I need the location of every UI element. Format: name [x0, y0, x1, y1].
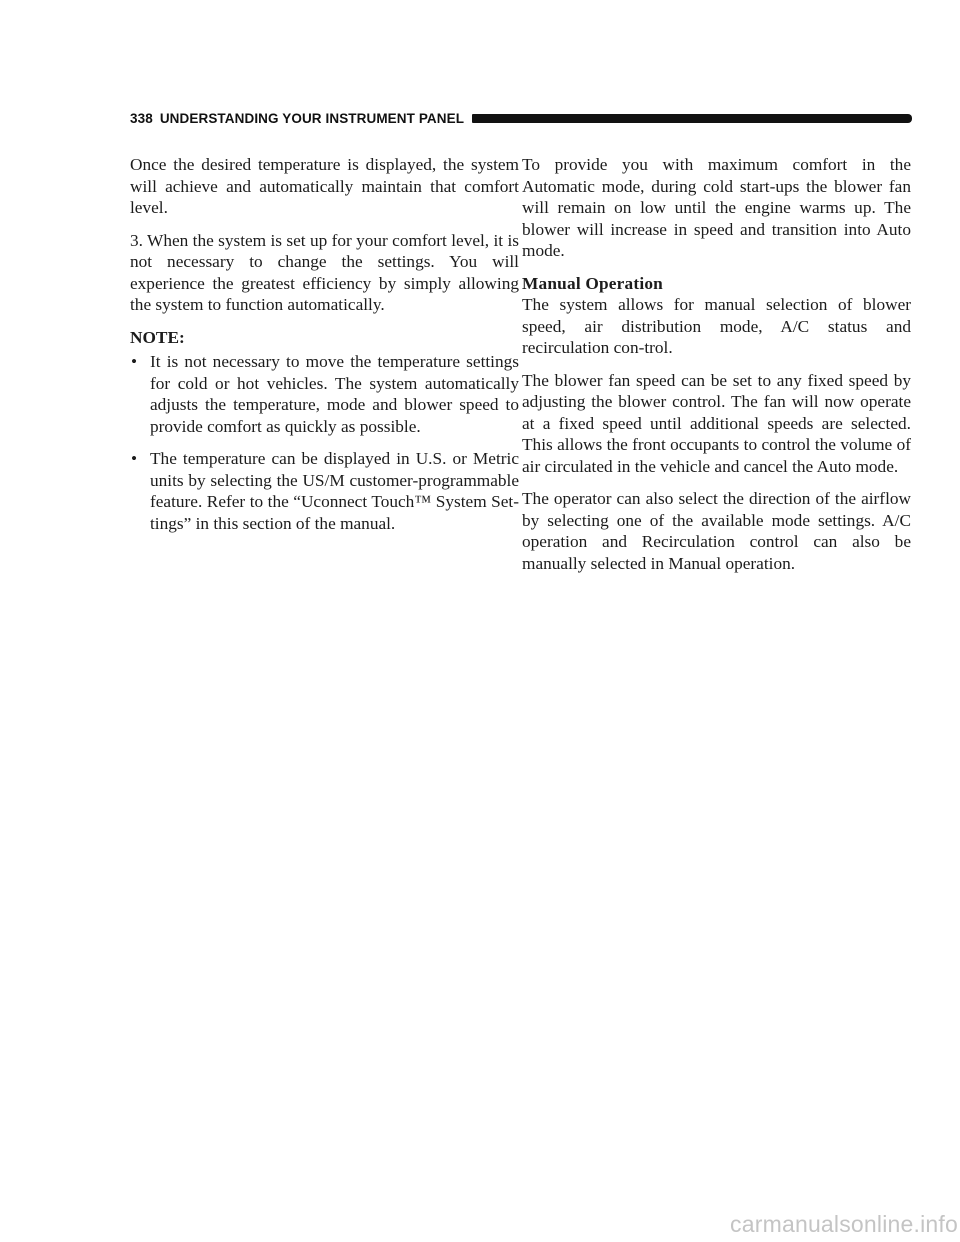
paragraph-automatic-mode: To provide you with maximum comfort in the Automatic mode, during cold start-ups the blower fan will remain on low until the engine warms up. The blower will increase in speed and transition into Auto mode.: [522, 155, 911, 260]
bullet-text: It is not necessary to move the temperature settings for cold or hot vehicles. The system automatically adjusts the temperature, mode and blower speed to provide comfort as quickly as possible.: [150, 352, 519, 436]
right-column: [522, 154, 911, 585]
left-column: [130, 154, 519, 545]
note-heading: NOTE:: [130, 327, 185, 347]
bullet-item-temperature-settings: [130, 351, 519, 437]
watermark: carmanualsonline.info: [730, 1211, 958, 1237]
section-heading-manual-operation: Manual Operation: [522, 273, 663, 293]
paragraph-temperature-displayed: Once the desired temperature is displayed, the system will achieve and automatically maintain that comfort level.: [130, 155, 519, 217]
bullet-icon: •: [131, 449, 138, 468]
paragraph-manual-selection: The system allows for manual selection of blower speed, air distribution mode, A/C status and recirculation con-trol.: [522, 295, 911, 357]
bullet-text: The temperature can be displayed in U.S. or Metric units by selecting the US/M customer-programmable feature. Refer to the “Uconnect Touch™ System Set-tings” in this section of the manual.: [150, 449, 519, 533]
section-title: UNDERSTANDING YOUR INSTRUMENT PANEL: [159, 110, 465, 126]
paragraph-airflow-direction: The operator can also select the direction of the airflow by selecting one of the available mode settings. A/C operation and Recirculation control can also be manually selected in Manual operation.: [522, 489, 911, 573]
bullet-icon: •: [131, 352, 138, 371]
header-rule: [472, 114, 912, 123]
bullet-item-units: [130, 448, 519, 534]
paragraph-blower-fan-speed: The blower fan speed can be set to any fixed speed by adjusting the blower control. The fan will now operate at a fixed speed until additional speeds are selected. This allows the front occupants to control the volume of air circulated in the vehicle and cancel the Auto mode.: [522, 370, 911, 476]
paragraph-step-3: 3. When the system is set up for your comfort level, it is not necessary to change the settings. You will experience the greatest efficiency by simply allowing the system to function automatically.: [130, 230, 519, 314]
page-number: 338: [130, 110, 153, 126]
page-header: [130, 107, 912, 129]
